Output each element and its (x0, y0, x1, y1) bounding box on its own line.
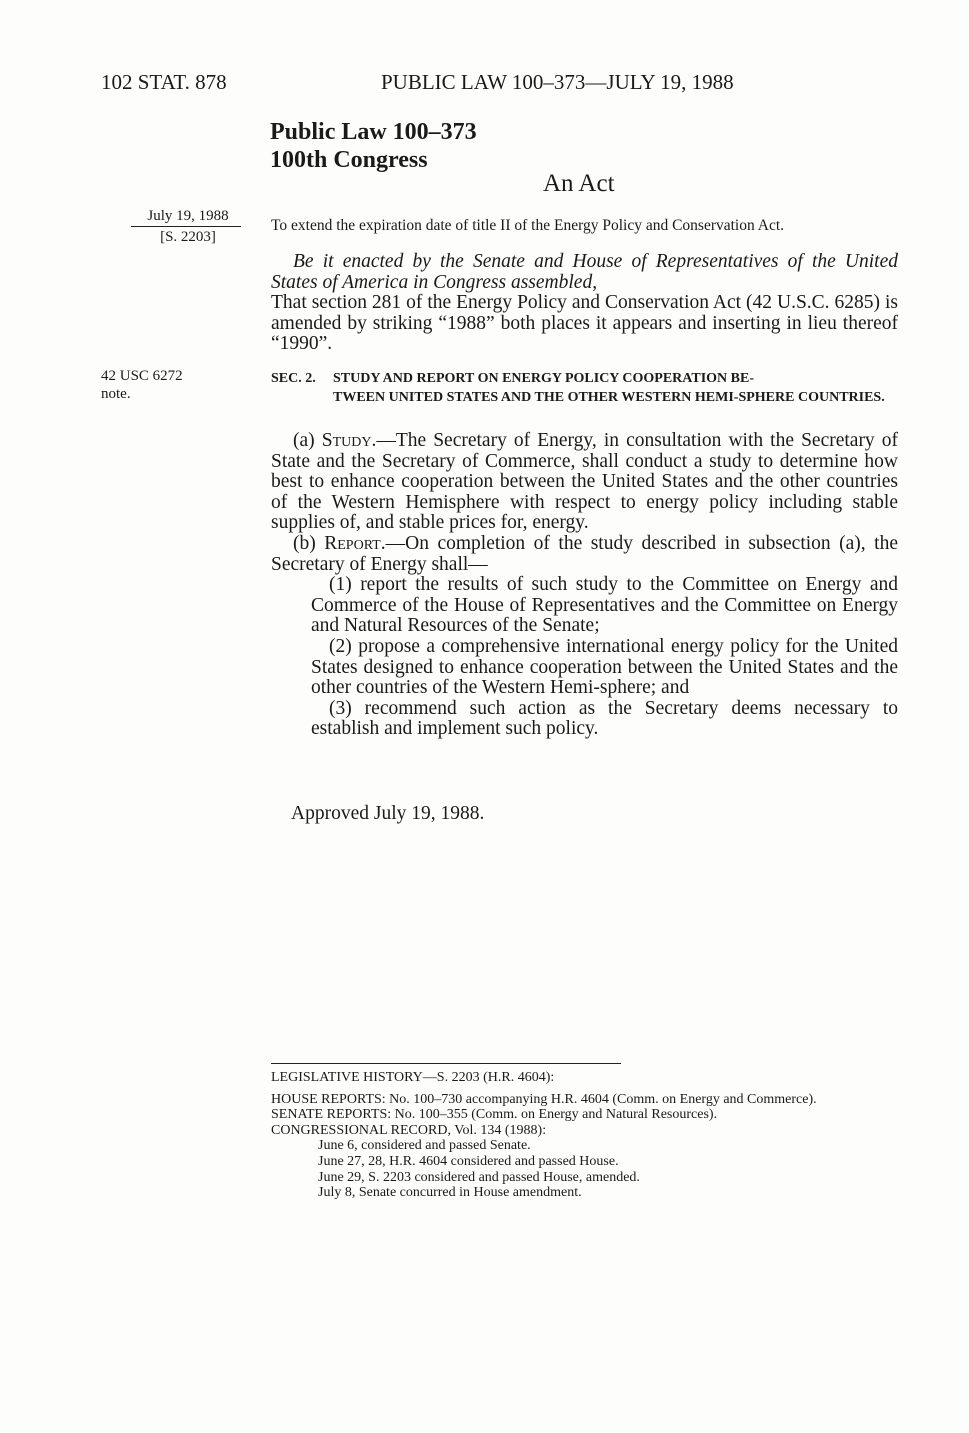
enacting-formula: Be it enacted by the Senate and House of Representatives of the United States of America in Congress assembled, (271, 251, 898, 293)
running-header: PUBLIC LAW 100–373—JULY 19, 1988 (381, 70, 734, 94)
public-law-number: Public Law 100–373 (270, 119, 477, 145)
record-entry: June 29, S. 2203 considered and passed House, amended. (318, 1169, 640, 1185)
paragraph-1: (1) report the results of such study to the Committee on Energy and Commerce of the House of Representatives and the Committee on Energy and Natural Resources of the Senate; (311, 574, 898, 637)
section-heading-line1: STUDY AND REPORT ON ENERGY POLICY COOPERATION BE- (333, 371, 754, 386)
margin-bill-number: [S. 2203] (160, 229, 216, 245)
senate-reports: SENATE REPORTS: No. 100–355 (Comm. on Energy and Natural Resources). (271, 1107, 718, 1123)
section-heading-continued: TWEEN UNITED STATES AND THE OTHER WESTERN HEMI-SPHERE COUNTRIES. (333, 389, 885, 405)
congress-number: 100th Congress (270, 147, 428, 173)
subsection-a-caption: Study (321, 430, 372, 451)
usc-citation: 42 USC 6272 (101, 368, 183, 384)
section-1-text: That section 281 of the Energy Policy and Conservation Act (42 U.S.C. 6285) is amended by striking “1988” both places it appears and inserting in lieu thereof “1990”. (271, 292, 898, 355)
subsection-a: (a) Study.—The Secretary of Energy, in consultation with the Secretary of State and the Secretary of Commerce, shall conduct a study to determine how best to enhance cooperation between the United States and the other countries of the Western Hemisphere with respect to energy policy including stable supplies of, and stable prices for, energy. (271, 430, 898, 534)
margin-date: July 19, 1988 (147, 208, 229, 224)
congressional-record: CONGRESSIONAL RECORD, Vol. 134 (1988): (271, 1122, 547, 1138)
enacting-clause (271, 252, 898, 355)
section-2-body (271, 431, 898, 740)
margin-divider (131, 226, 241, 227)
section-number: SEC. 2. (271, 371, 316, 386)
an-act-heading: An Act (543, 170, 615, 197)
section-2-heading (271, 370, 898, 407)
record-entry: July 8, Senate concurred in House amendment. (318, 1185, 582, 1201)
act-purpose: To extend the expiration date of title II of the Energy Policy and Conservation Act. (271, 217, 785, 234)
page-stat-reference: 102 STAT. 878 (101, 70, 227, 94)
public-law-title (270, 118, 477, 174)
paragraph-3: (3) recommend such action as the Secretary deems necessary to establish and implement such policy. (311, 697, 898, 740)
usc-note-label: note. (101, 386, 131, 402)
subsection-b: (b) Report.—On completion of the study described in subsection (a), the Secretary of Energy shall— (271, 532, 898, 575)
subsection-b-caption: Report (324, 532, 381, 554)
legislative-history-rule (271, 1063, 621, 1064)
record-entry: June 6, considered and passed Senate. (318, 1138, 531, 1154)
legislative-history (271, 1070, 898, 1201)
margin-date-note (135, 207, 241, 246)
legislative-history-title: LEGISLATIVE HISTORY—S. 2203 (H.R. 4604): (271, 1070, 555, 1085)
paragraph-2: (2) propose a comprehensive international energy policy for the United States designed to enhance cooperation between the United States and the other countries of the Western Hemi-sphere; and (311, 635, 898, 699)
record-entry: June 27, 28, H.R. 4604 considered and passed House. (318, 1153, 619, 1169)
margin-usc-note (101, 367, 183, 403)
approval-date: Approved July 19, 1988. (291, 803, 485, 824)
house-reports: HOUSE REPORTS: No. 100–730 accompanying H.R. 4604 (Comm. on Energy and Commerce). (271, 1091, 817, 1107)
